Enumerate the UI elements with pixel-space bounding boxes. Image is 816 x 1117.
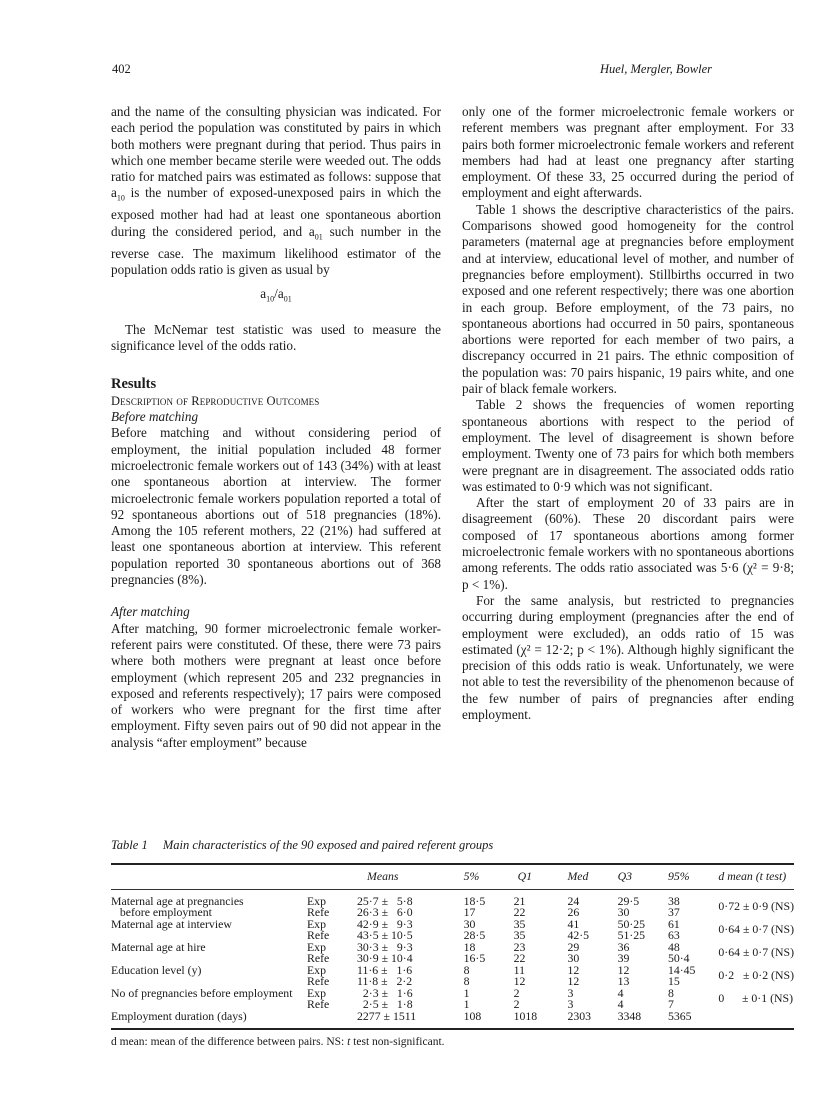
row-mean: 25·7 ± 5·8: [357, 893, 413, 908]
subsection-heading: Description of Reproductive Outcomes: [111, 393, 320, 408]
characteristics-table: [111, 863, 794, 1028]
row-p95: 37: [667, 905, 680, 919]
col-header-med: Med: [567, 869, 589, 883]
row-q3: 36: [617, 939, 630, 954]
table-row: [111, 889, 794, 907]
row-med: 3: [567, 985, 574, 1000]
row-q1: 35: [513, 916, 526, 931]
table-row: [111, 965, 794, 977]
left-column: [111, 104, 441, 751]
row-q1: 35: [513, 928, 526, 942]
row-p5: 17: [463, 905, 476, 919]
before-matching-paragraph: Before matching and without considering period of employment, the initial population included 48 former microelectronic female workers out of 143 (34%) with at least one spontaneous abortion at interview. The former microelectronic female workers population reported a total of 92 spontaneous abortions out of 518 pregnancies (18%). Among the 105 referent mothers, 22 (21%) had suffered at least one spontaneous abortion at interview. This referent population reported 30 spontaneous abortions out of 368 pregnancies (8%).: [111, 425, 441, 588]
row-q3: 30: [617, 905, 630, 919]
row-dmean: 0·64 ± 0·7 (NS): [718, 945, 794, 960]
mcnemar-paragraph: The McNemar test statistic was used to measure the significance level of the odds ratio.: [111, 322, 441, 354]
row-mean: 2277 ± 1511: [357, 1008, 417, 1023]
col-header-variable: [111, 864, 307, 889]
row-mean: 42·9 ± 9·3: [357, 916, 413, 931]
row-q1: 1018: [513, 1008, 538, 1023]
row-p5: 8: [463, 962, 470, 977]
row-group: Exp: [306, 985, 326, 1000]
row-p95: 14·45: [667, 962, 696, 977]
row-p5: 16·5: [463, 951, 486, 965]
col-header-group: [307, 864, 357, 889]
row-dmean: 0·2 ± 0·2 (NS): [718, 968, 794, 983]
col-header-p95: 95%: [667, 869, 690, 883]
row-label: Maternal age at hire: [111, 939, 206, 954]
right-column: [462, 104, 794, 723]
row-med: 41: [567, 916, 580, 931]
row-p5: 18·5: [463, 893, 486, 908]
table-caption: [111, 838, 794, 853]
row-label: Maternal age at interview: [111, 916, 232, 931]
row-q1: 22: [513, 905, 526, 919]
row-q3: 4: [617, 997, 624, 1011]
row-p95: 50·4: [667, 951, 690, 965]
row-q3: 51·25: [617, 928, 646, 942]
row-q3: 29·5: [617, 893, 640, 908]
row-group: Refe: [306, 928, 330, 942]
results-heading: Results: [111, 375, 157, 392]
row-label: before employment: [111, 905, 212, 919]
row-group: Exp: [306, 939, 326, 954]
row-group: Refe: [306, 905, 330, 919]
row-q3: 50·25: [617, 916, 646, 931]
col-header-q1: Q1: [517, 869, 533, 883]
row-dmean-empty: [718, 1011, 794, 1029]
table-row: [111, 942, 794, 954]
row-mean: 26·3 ± 6·0: [357, 905, 413, 919]
row-q3: 12: [617, 962, 630, 977]
table1-discussion-paragraph: Table 1 shows the descriptive characteristics of the pairs. Comparisons showed good homogeneity for the control parameters (maternal age at pregnancies before employment and at interview, educational level of mother, and number of pregnancies before employment). Stillbirths occurred in two exposed and one referent respectively; there was one abortion in each group. Before employment, of the 73 pairs, no spontaneous abortions had occurred in 50 pairs, spontaneous abortions were reported for each member of two pairs, a discrepancy occurred in 21 pairs. The ethnic composition of the population was: 70 pairs hispanic, 19 pairs white, and one pair of black female workers.: [462, 201, 794, 397]
row-q3: 3348: [617, 1008, 642, 1023]
row-q1: 22: [513, 951, 526, 965]
table-footnote: d mean: mean of the difference between pairs. NS: t test non-significant.: [111, 1036, 445, 1048]
row-group: Exp: [306, 893, 326, 908]
row-med: 2303: [567, 1008, 592, 1023]
methods-paragraph: and the name of the consulting physician was indicated. For each period the population was constituted by pairs in which both mothers were pregnant during that period. Thus pairs in which one member became sterile were weeded out. The odds ratio for matched pairs was estimated as follows: suppose that $a_{10}$ is the number of exposed-unexposed pairs in which the exposed mother had had at least one spontaneous abortion during the considered period, and $a_{01}$ such number in the reverse case. The maximum likelihood estimator of the population odds ratio is given as usual by: [111, 104, 441, 277]
row-group: Refe: [306, 997, 330, 1011]
row-mean: 2·5 ± 1·8: [357, 997, 413, 1011]
table-row: [111, 988, 794, 1000]
table-1: [111, 838, 794, 1048]
row-group: [307, 1011, 357, 1029]
row-mean: 30·9 ± 10·4: [357, 951, 413, 965]
col-header-q3: Q3: [617, 869, 632, 883]
row-group: Exp: [306, 962, 326, 977]
row-p95: 48: [667, 939, 680, 954]
row-dmean: 0·72 ± 0·9 (NS): [718, 899, 794, 914]
row-mean: 30·3 ± 9·3: [357, 939, 413, 954]
row-med: 12: [567, 974, 580, 988]
row-mean: 11·6 ± 1·6: [357, 962, 413, 977]
table-title: Main characteristics of the 90 exposed and paired referent groups: [162, 838, 494, 852]
row-q1: 12: [513, 974, 526, 988]
row-q1: 21: [513, 893, 526, 908]
col-header-means: Means: [367, 869, 399, 883]
row-label: Maternal age at pregnancies: [111, 893, 244, 908]
row-med: 30: [567, 951, 580, 965]
row-q1: 2: [513, 997, 520, 1011]
row-q1: 11: [513, 962, 525, 977]
after-matching-paragraph: After matching, 90 former microelectronic female worker-referent pairs were constituted. Of these, there were 73 pairs where both mothers were pregnant at least once before employment (which represent 205 and 232 pregnancies in exposed and referents respectively); 17 pairs were composed of workers who were pregnant for the first time after employment. Fifty seven pairs out of 90 did not appear in the analysis “after employment” because: [111, 620, 441, 750]
row-mean: 11·8 ± 2·2: [357, 974, 413, 988]
row-label: No of pregnancies before employment: [111, 985, 293, 1000]
row-dmean: 0 ± 0·1 (NS): [718, 991, 794, 1006]
row-p95: 15: [667, 974, 680, 988]
row-dmean: 0·64 ± 0·7 (NS): [718, 922, 794, 937]
row-p5: 8: [463, 974, 470, 988]
row-p95: 5365: [667, 1008, 692, 1023]
row-med: 42·5: [567, 928, 590, 942]
row-q3: 13: [617, 974, 630, 988]
after-matching-heading: After matching: [111, 604, 190, 620]
row-med: 12: [567, 962, 580, 977]
after-start-paragraph: After the start of employment 20 of 33 pairs are in disagreement (60%). These 20 discordant pairs were composed of 17 spontaneous abortions among former microelectronic female workers with no spontaneous abortions among referents. The odds ratio associated was 5·6 (χ² = 9·8; p < 1%).: [462, 495, 794, 592]
row-med: 29: [567, 939, 580, 954]
running-head: Huel, Mergler, Bowler: [599, 62, 712, 76]
row-p95: 63: [667, 928, 680, 942]
row-p95: 7: [667, 997, 674, 1011]
row-group: Refe: [306, 951, 330, 965]
page-number: 402: [112, 62, 131, 76]
row-p5: 1: [463, 985, 470, 1000]
row-mean: 43·5 ± 10·5: [357, 928, 413, 942]
row-p5: 18: [463, 939, 476, 954]
row-med: 24: [567, 893, 580, 908]
row-med: 26: [567, 905, 580, 919]
row-mean: 2·3 ± 1·6: [357, 985, 413, 1000]
row-label: Education level (y): [111, 962, 202, 977]
table-label: Table 1: [111, 838, 148, 852]
row-group: Refe: [306, 974, 330, 988]
continuation-paragraph: only one of the former microelectronic female workers or referent members was pregnant after employment. For 33 pairs both former microelectronic female workers and referent members had had at least one pregnancy after starting employment. Of these 33, 25 occurred during the period of employment and eight afterwards.: [462, 104, 794, 201]
col-header-dmean: d mean (t test): [718, 869, 787, 883]
row-p5: 28·5: [463, 928, 486, 942]
row-p95: 8: [667, 985, 674, 1000]
odds-ratio-formula: $a_{10}/a_{01}$: [260, 286, 292, 304]
row-p5: 108: [463, 1008, 482, 1023]
before-matching-heading: Before matching: [111, 409, 199, 425]
row-label: Employment duration (days): [111, 1008, 247, 1023]
row-group: Exp: [306, 916, 326, 931]
row-q1: 2: [513, 985, 520, 1000]
table-row: [111, 930, 794, 942]
row-q3: 4: [617, 985, 624, 1000]
row-p95: 61: [667, 916, 680, 931]
table-row: [111, 1011, 794, 1029]
table2-discussion-paragraph: Table 2 shows the frequencies of women reporting spontaneous abortions with respect to the period of employment. The level of disagreement is shown before employment. Twenty one of 73 pairs for which both members were pregnant are in disagreement. The associated odds ratio was estimated to 0·9 which was not significant.: [462, 397, 794, 494]
row-med: 3: [567, 997, 574, 1011]
row-q1: 23: [513, 939, 526, 954]
row-p5: 30: [463, 916, 476, 931]
row-p95: 38: [667, 893, 680, 908]
row-p5: 1: [463, 997, 470, 1011]
row-q3: 39: [617, 951, 630, 965]
restricted-analysis-paragraph: For the same analysis, but restricted to pregnancies occurring during employment (pregnancies after the end of employment were excluded), an odds ratio of 15 was estimated (χ² = 12·2; p < 1%). Although highly significant the precision of this odds ratio is weak. Unfortunately, we were not able to test the reversibility of the phenomenon because of the few number of pairs of pregnancies after ending employment.: [462, 592, 794, 722]
col-header-p5: 5%: [463, 869, 480, 883]
table-row: [111, 919, 794, 931]
